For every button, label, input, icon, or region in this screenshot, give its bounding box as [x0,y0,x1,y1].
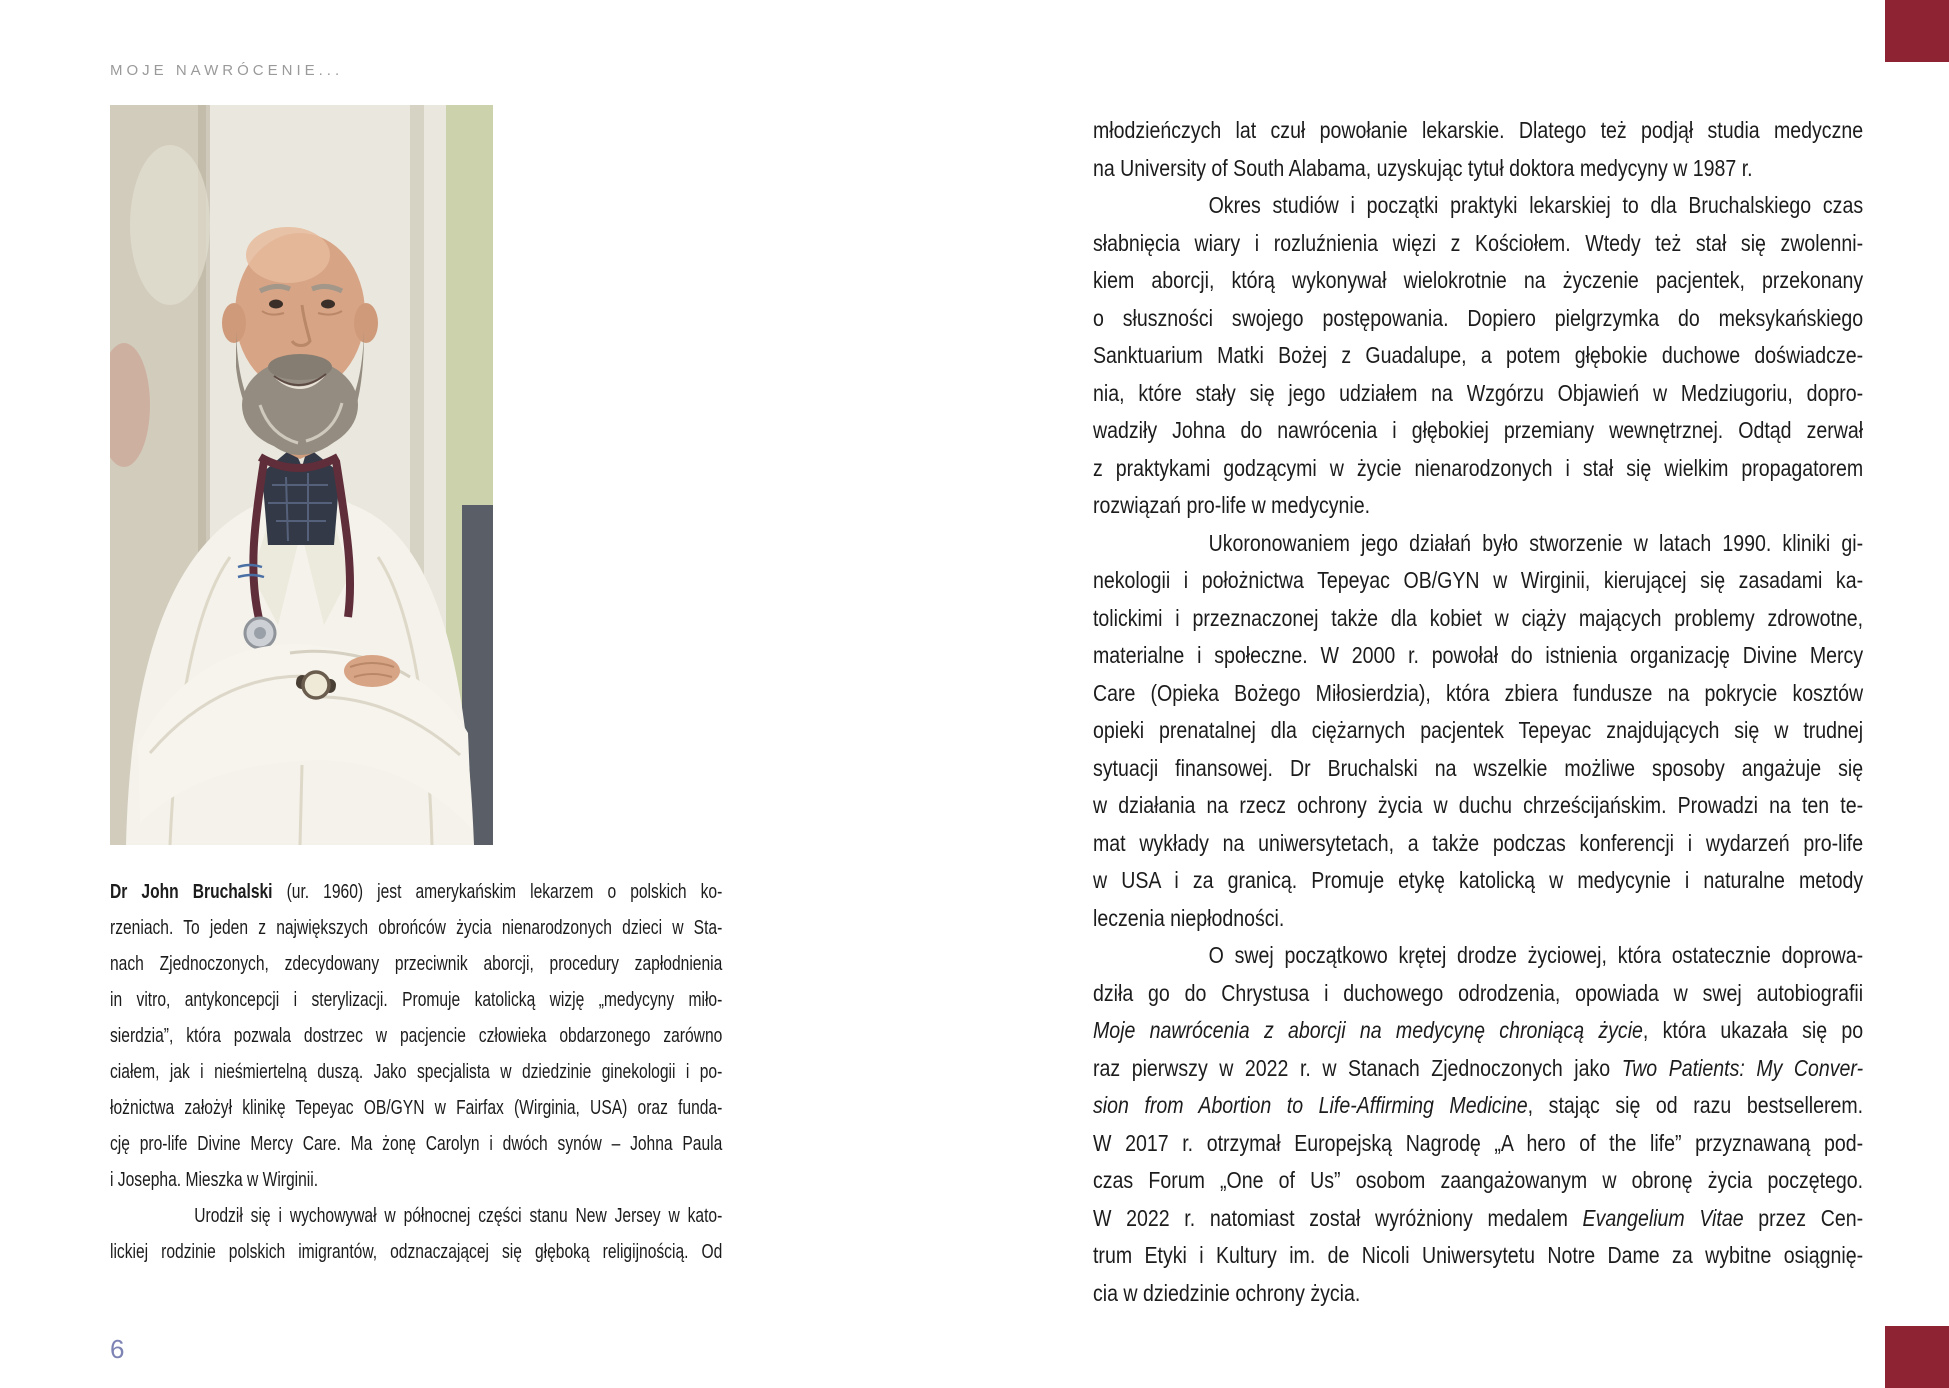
plain-text: , stając się od razu bestsellerem. [1527,1092,1864,1118]
text-line [1093,637,1863,675]
left-page-text-column [110,874,722,1270]
text-line [1093,487,1863,525]
plain-text: cia w dziedzinie ochrony życia. [1093,1279,1361,1306]
text-line [110,1126,722,1162]
plain-text: w USA i za granicą. Promuje etykę katolicką w medycynie i naturalne metody [1093,867,1864,893]
plain-text: Okres studiów i początki praktyki lekarskiej to dla Bruchalskiego czas [1208,192,1864,218]
text-line [110,1198,722,1234]
portrait-illustration [110,105,493,845]
plain-text: nia, które stały się jego udziałem na Wzgórzu Objawień w Medziugoriu, dopro- [1093,379,1864,406]
plain-text: dziła go do Chrystusa i duchowego odrodzenia, opowiada w swej autobiografii [1093,979,1864,1006]
text-line [1093,937,1863,975]
plain-text: sierdzia”, która pozwala dostrzec w pacjencie człowieka obdarzonego zarówno [110,1025,723,1047]
text-line [110,1018,722,1054]
plain-text: o słuszności swojego postępowania. Dopiero pielgrzymka do meksykańskiego [1093,304,1864,331]
italic-text: sion from Abortion to Life-Affirming Medicine [1093,1092,1528,1118]
plain-text: Ukoronowaniem jego działań było stworzenie w latach 1990. kliniki gi- [1208,529,1864,556]
italic-text: Moje nawrócenia z aborcji na medycynę chroniącą życie [1093,1017,1643,1043]
plain-text: Care (Opieka Bożego Miłosierdzia), która zbiera fundusze na pokrycie kosztów [1093,679,1864,706]
text-line [1093,337,1863,375]
text-line [110,1054,722,1090]
text-line [1093,1237,1863,1275]
plain-text: rzeniach. To jeden z największych obrońców życia nienarodzonych dzieci w Sta- [110,917,723,939]
text-line [1093,450,1863,488]
plain-text: czas Forum „One of Us” osobom zaangażowanym w obronę życia poczętego. [1093,1167,1864,1193]
plain-text: in vitro, antykoncepcji i sterylizacji. Promuje katolicką wizję „medycyny miło- [110,989,723,1011]
plain-text: łożnictwa założył klinikę Tepeyac OB/GYN w Fairfax (Wirginia, USA) oraz funda- [110,1097,723,1119]
text-line [110,1234,722,1270]
text-line [1093,225,1863,263]
text-line [1093,1162,1863,1200]
text-line [1093,862,1863,900]
plain-text: nach Zjednoczonych, zdecydowany przeciwnik aborcji, procedury zapłodnienia [110,953,723,975]
plain-text: wadziły Johna do nawrócenia i głębokiej przemiany wewnętrznej. Odtąd zerwał [1093,417,1864,443]
text-line [110,874,722,910]
text-line [110,910,722,946]
italic-text: Evangelium Vitae [1582,1204,1744,1231]
plain-text: słabnięcia wiary i rozluźnienia więzi z Kościołem. Wtedy też stał się zwolenni- [1093,229,1864,256]
plain-text: W 2017 r. otrzymał Europejską Nagrodę „A hero of the life” przyznawaną pod- [1093,1129,1864,1156]
text-line [1093,562,1863,600]
plain-text: W 2022 r. natomiast został wyróżniony medalem [1093,1204,1583,1231]
plain-text: (ur. 1960) jest amerykańskim lekarzem o polskich ko- [272,881,723,903]
plain-text: rozwiązań pro-life w medycynie. [1093,492,1371,518]
text-line [1093,262,1863,300]
chapter-edge-tab-bottom [1885,1326,1949,1388]
plain-text: O swej początkowo krętej drodze życiowej, która ostatecznie doprowa- [1208,942,1864,968]
plain-text: ciałem, jak i nieśmiertelną duszą. Jako specjalista w dziedzinie ginekologii i po- [110,1061,723,1083]
plain-text: lickiej rodzinie polskich imigrantów, odznaczającej się głęboką religijnością. Od [110,1241,723,1263]
plain-text: młodzieńczych lat czuł powołanie lekarskie. Dlatego też podjął studia medyczne [1093,117,1864,143]
plain-text: w działania na rzecz ochrony życia w duchu chrześcijańskim. Prowadzi na ten te- [1093,792,1864,818]
text-line [110,946,722,982]
plain-text: trum Etyki i Kultury im. de Nicoli Uniwersytetu Notre Dame za wybitne osiągnię- [1093,1242,1864,1268]
plain-text: Urodził się i wychowywał w północnej części stanu New Jersey w kato- [194,1205,723,1227]
plain-text: na University of South Alabama, uzyskując tytuł doktora medycyny w 1987 r. [1093,154,1753,181]
text-line [1093,1275,1863,1313]
text-line [1093,787,1863,825]
plain-text: tolickimi i przeznaczonej także dla kobiet w ciąży mających problemy zdrowotne, [1093,604,1864,631]
text-line [110,1090,722,1126]
plain-text: , która ukazała się po [1642,1017,1864,1043]
text-line [1093,975,1863,1013]
text-line [1093,300,1863,338]
plain-text: opieki prenatalnej dla ciężarnych pacjentek Tepeyac znajdujących się w trudnej [1093,717,1864,743]
plain-text: raz pierwszy w 2022 r. w Stanach Zjednoczonych jako [1093,1054,1622,1081]
text-line [1093,112,1863,150]
portrait-photo [110,105,493,845]
text-line [110,1162,722,1198]
text-line [1093,900,1863,938]
text-line [1093,375,1863,413]
text-line [1093,1050,1863,1088]
page-number: 6 [110,1334,125,1364]
text-line [1093,825,1863,863]
running-head: MOJE NAWRÓCENIE... [110,62,344,79]
plain-text: z praktykami godzącymi w życie nienarodzonych i stał się wielkim propagatorem [1093,454,1864,481]
plain-text: i Josepha. Mieszka w Wirginii. [110,1169,319,1191]
plain-text: nekologii i położnictwa Tepeyac OB/GYN w Wirginii, kierującej się zasadami ka- [1093,567,1864,593]
text-line [1093,1125,1863,1163]
text-line [1093,712,1863,750]
plain-text: leczenia niepłodności. [1093,904,1285,931]
text-line [1093,412,1863,450]
plain-text: cję pro-life Divine Mercy Care. Ma żonę Carolyn i dwóch synów – Johna Paula [110,1133,723,1155]
text-line [1093,150,1863,188]
plain-text: mat wykłady na uniwersytetach, a także podczas konferencji i wydarzeń pro-life [1093,829,1864,856]
plain-text: sytuacji finansowej. Dr Bruchalski na wszelkie możliwe sposoby angażuje się [1093,754,1864,781]
text-line [110,982,722,1018]
plain-text: kiem aborcji, którą wykonywał wielokrotnie na życzenie pacjentek, przekonany [1093,267,1864,293]
text-line [1093,187,1863,225]
right-page-text-column [1093,112,1863,1312]
text-line [1093,1200,1863,1238]
chapter-edge-tab-top [1885,0,1949,62]
plain-text: Sanktuarium Matki Bożej z Guadalupe, a potem głębokie duchowe doświadcze- [1093,342,1864,368]
italic-text: Two Patients: My Conver- [1621,1054,1864,1081]
text-line [1093,1087,1863,1125]
text-line [1093,675,1863,713]
text-line [1093,1012,1863,1050]
plain-text: przez Cen- [1743,1204,1864,1231]
bold-text: Dr John Bruchalski [110,881,273,903]
text-line [1093,600,1863,638]
plain-text: materialne i społeczne. W 2000 r. powołał do istnienia organizację Divine Mercy [1093,642,1864,668]
text-line [1093,750,1863,788]
text-line [1093,525,1863,563]
